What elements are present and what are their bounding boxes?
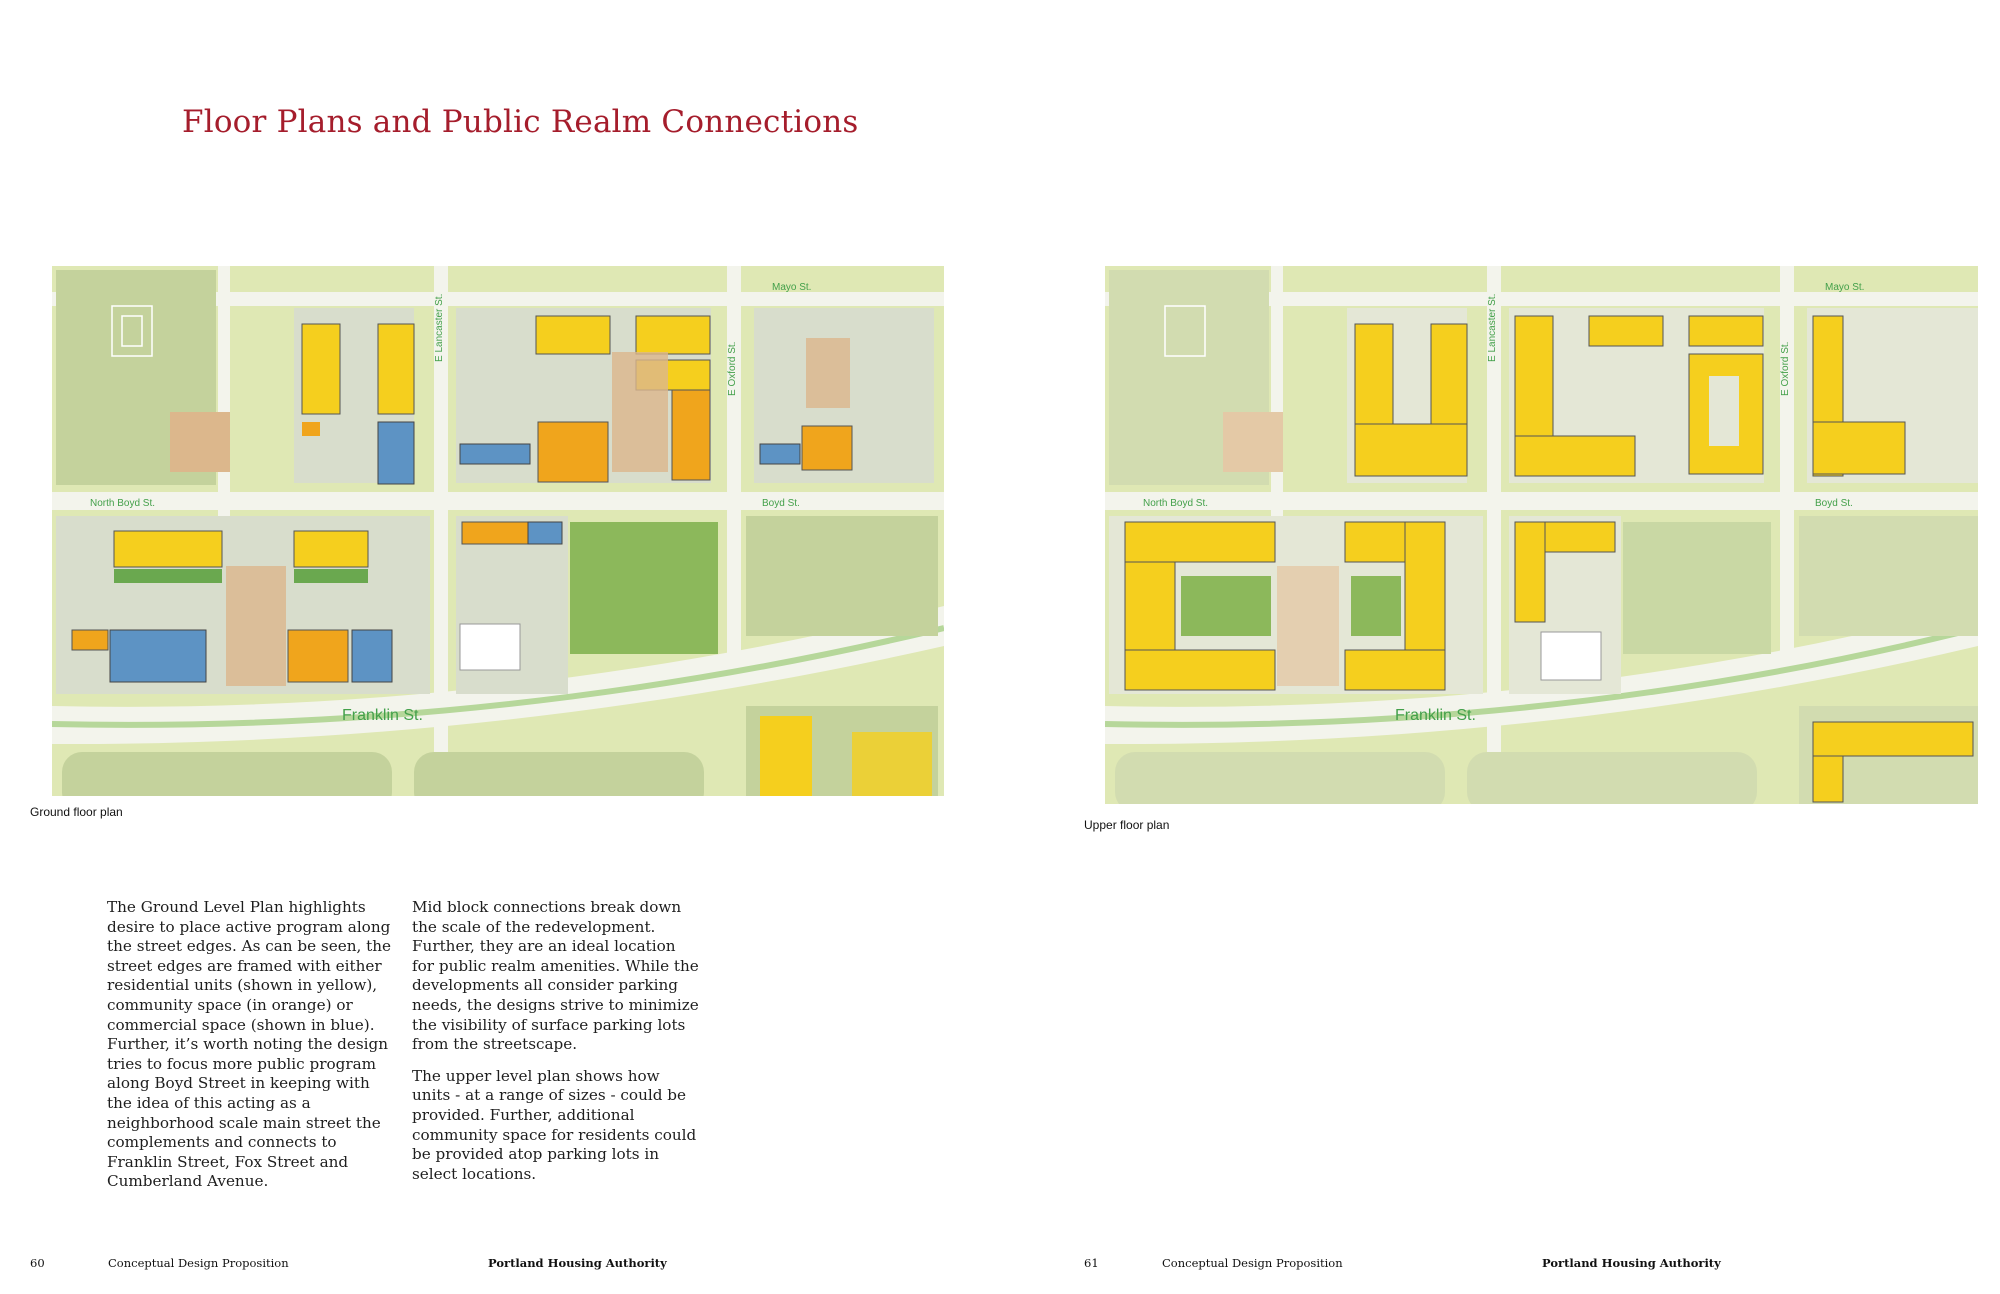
page-number-right: 61 xyxy=(1084,1256,1099,1270)
street-label-north-boyd: North Boyd St. xyxy=(1143,498,1209,509)
page-number-left: 60 xyxy=(30,1256,45,1270)
upper-plan-caption: Upper floor plan xyxy=(1084,818,1170,832)
body-paragraph: The upper level plan shows how units - at a range of sizes - could be provided. Further, additional community space for residents could be provided atop parking lots in select locations. xyxy=(412,1066,697,1183)
street-label-lancaster: E Lancaster St. xyxy=(434,293,445,362)
street-label-boyd: Boyd St. xyxy=(1815,498,1853,509)
page-title: Floor Plans and Public Realm Connections xyxy=(182,104,859,140)
street-label-franklin: Franklin St. xyxy=(342,707,423,724)
body-paragraph: The Ground Level Plan highlights desire to place active program along the street edges. As can be seen, the street edges are framed with either residential units (shown in yellow), community space (in orange) or commercial space (shown in blue). Further, it’s worth noting the design tries to focus more public program along Boyd Street in keeping with the idea of this acting as a neighborhood scale main street the complements and connects to Franklin Street, Fox Street and Cumberland Avenue. xyxy=(107,898,392,1191)
ground-plan-caption: Ground floor plan xyxy=(30,805,123,819)
footer-section-right: Conceptual Design Proposition xyxy=(1162,1256,1343,1270)
body-column-1 xyxy=(107,898,392,1204)
upper-floor-plan xyxy=(1105,266,1978,804)
ground-floor-plan xyxy=(52,266,944,796)
street-label-lancaster: E Lancaster St. xyxy=(1487,293,1498,362)
footer-section-left: Conceptual Design Proposition xyxy=(108,1256,289,1270)
street-label-mayo: Mayo St. xyxy=(772,282,812,293)
street-label-mayo: Mayo St. xyxy=(1825,282,1865,293)
footer-client-left: Portland Housing Authority xyxy=(488,1256,667,1270)
body-paragraph: Mid block connections break down the scale of the redevelopment. Further, they are an ideal location for public realm amenities. While the developments all consider parking needs, the designs strive to minimize the visibility of surface parking lots from the streetscape. xyxy=(412,898,699,1054)
street-label-boyd: Boyd St. xyxy=(762,498,800,509)
body-column-2 xyxy=(412,898,702,1196)
street-label-franklin: Franklin St. xyxy=(1395,707,1476,724)
street-label-oxford: E Oxford St. xyxy=(1780,341,1791,396)
street-label-north-boyd: North Boyd St. xyxy=(90,498,156,509)
street-label-oxford: E Oxford St. xyxy=(727,341,738,396)
footer-client-right: Portland Housing Authority xyxy=(1542,1256,1721,1270)
